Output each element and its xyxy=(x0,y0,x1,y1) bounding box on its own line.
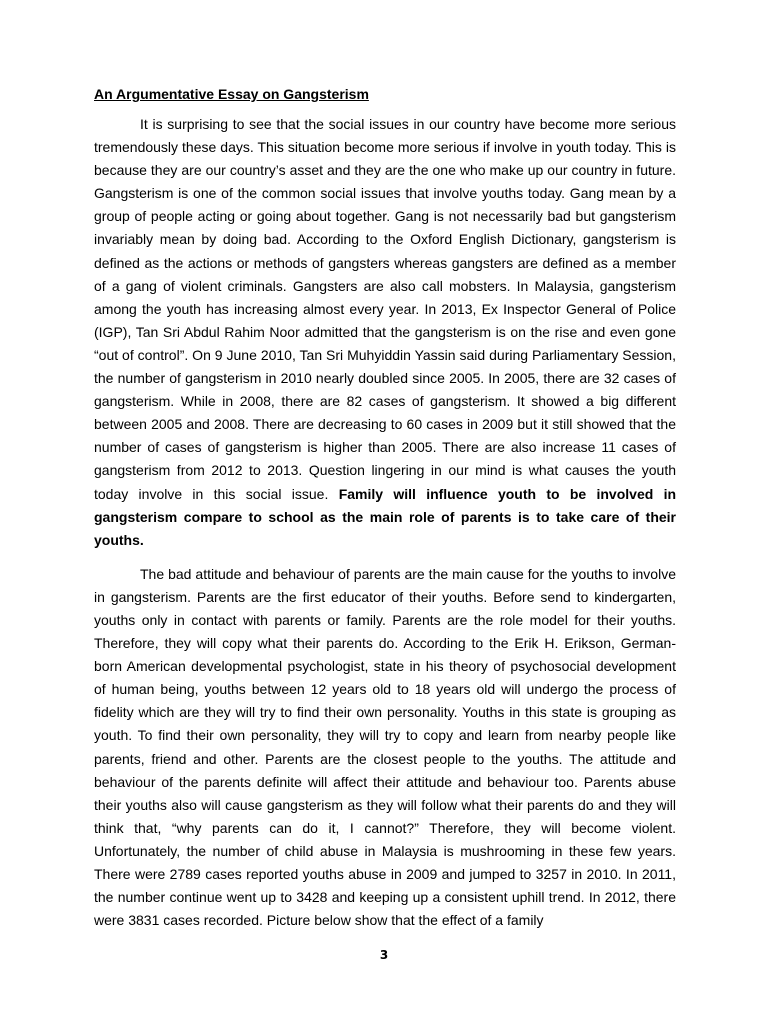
paragraph-introduction xyxy=(94,113,676,552)
document-page xyxy=(94,84,676,932)
paragraph-body-1-text: The bad attitude and behaviour of parents are the main cause for the youths to involve in gangsterism. Parents are the first educator of their youths. Before send to kindergarten, youths only in contact with parents or family. Parents are the role model for their youths. Therefore, they will copy what their parents do. According to the Erik H. Erikson, German-born American developmental psychologist, state in his theory of psychosocial development of human being, youths between 12 years old to 18 years old will undergo the process of fidelity which are they will try to find their own personality. Youths in this state is grouping as youth. To find their own personality, they will try to copy and learn from nearby people like parents, friend and other. Parents are the closest people to the youths. The attitude and behaviour of the parents definite will affect their attitude and behaviour too. Parents abuse their youths also will cause gangsterism as they will follow what their parents do and they will think that, “why parents can do it, I cannot?” Therefore, they will become violent. Unfortunately, the number of child abuse in Malaysia is mushrooming in these few years. There were 2789 cases reported youths abuse in 2009 and jumped to 3257 in 2010. In 2011, the number continue went up to 3428 and keeping up a consistent uphill trend. In 2012, there were 3831 cases recorded. Picture below show that the effect of a family xyxy=(94,565,676,929)
thesis-statement: Family will influence youth to be involved in gangsterism compare to school as the main role of parents is to take care of their youths. xyxy=(94,485,677,548)
essay-title: An Argumentative Essay on Gangsterism xyxy=(94,86,369,102)
page-number: 3 xyxy=(379,948,389,962)
paragraph-introduction-text: It is surprising to see that the social issues in our country have become more serious tremendously these days. This situation become more serious if involve in youth today. This is because they are our country’s asset and they are the one who make up our country in future. Gangsterism is one of the common social issues that involve youths today. Gang mean by a group of people acting or going about together. Gang is not necessarily bad but gangsterism invariably mean by doing bad. According to the Oxford English Dictionary, gangsterism is defined as the actions or methods of gangsters whereas gangsters are defined as a member of a gang of violent criminals. Gangsters are also call mobsters. In Malaysia, gangsterism among the youth has increasing almost every year. In 2013, Ex Inspector General of Police (IGP), Tan Sri Abdul Rahim Noor admitted that the gangsterism is on the rise and even gone “out of control”. On 9 June 2010, Tan Sri Muhyiddin Yassin said during Parliamentary Session, the number of gangsterism in 2010 nearly doubled since 2005. In 2005, there are 32 cases of gangsterism. While in 2008, there are 82 cases of gangsterism. It showed a big different between 2005 and 2008. There are decreasing to 60 cases in 2009 but it still showed that the number of cases of gangsterism is higher than 2005. There are also increase 11 cases of gangsterism from 2012 to 2013. Question lingering in our mind is what causes the youth today involve in this social issue. xyxy=(94,116,676,502)
paragraph-body-1 xyxy=(94,563,676,933)
